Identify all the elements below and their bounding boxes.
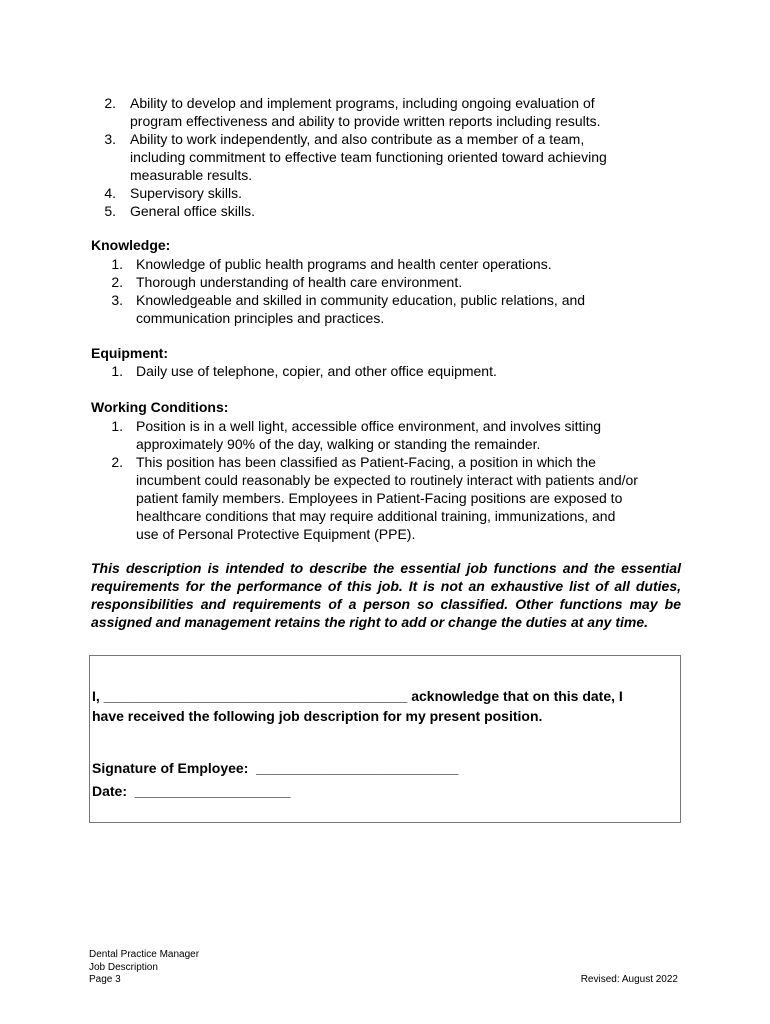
- footer-doc-type: Job Description: [89, 961, 158, 973]
- footer-job-title: Dental Practice Manager: [89, 949, 200, 960]
- list-item-line: This position has been classified as Patient-Facing, a position in which the: [136, 454, 596, 470]
- list-item: [91, 362, 671, 380]
- list-item-line: measurable results.: [130, 167, 253, 183]
- list-item-number: 1.: [111, 256, 123, 272]
- list-item-line: incumbent could reasonably be expected to routinely interact with patients and/or: [136, 472, 638, 488]
- date-field[interactable]: Date: ____________________: [92, 783, 291, 799]
- footer-left: [89, 949, 199, 987]
- list-item-line: Ability to develop and implement programs, including ongoing evaluation of: [130, 95, 595, 111]
- footer-revised: Revised: August 2022: [580, 974, 678, 985]
- list-item-line: Knowledge of public health programs and health center operations.: [136, 256, 552, 272]
- list-item-line: including commitment to effective team functioning oriented toward achieving: [130, 149, 607, 165]
- list-item-line: Ability to work independently, and also contribute as a member of a team,: [130, 131, 585, 147]
- list-item-number: 3.: [104, 131, 116, 147]
- list-item: [104, 130, 668, 184]
- list-item: [104, 94, 668, 130]
- working-conditions-heading: Working Conditions:: [91, 399, 229, 415]
- working-conditions-list: [91, 417, 671, 543]
- list-item: [91, 291, 671, 327]
- list-item-number: 1.: [111, 418, 123, 434]
- list-item-line: Daily use of telephone, copier, and other office equipment.: [136, 363, 497, 379]
- list-item-line: program effectiveness and ability to provide written reports including results.: [130, 113, 601, 129]
- disclaimer-text: This description is intended to describe the essential job functions and the essential requirements for the performance of this job. It is not an exhaustive list of all duties, responsibilities and requirements of a person so classified. Other functions may be assigned and management retains the right to add or change the duties at any time.: [91, 560, 681, 630]
- skills-list: [104, 94, 668, 220]
- list-item: [91, 273, 671, 291]
- list-item-number: 1.: [111, 363, 123, 379]
- equipment-heading: Equipment:: [91, 345, 168, 361]
- list-item-number: 5.: [104, 203, 116, 219]
- list-item-line: approximately 90% of the day, walking or standing the remainder.: [136, 436, 541, 452]
- list-item-line: use of Personal Protective Equipment (PPE).: [136, 526, 416, 542]
- signature-field[interactable]: Signature of Employee: __________________________: [92, 760, 459, 776]
- knowledge-list: [91, 255, 671, 327]
- knowledge-heading: Knowledge:: [91, 237, 171, 253]
- list-item-line: General office skills.: [130, 203, 256, 219]
- acknowledgment-line-1[interactable]: I, _______________________________________ acknowledge that on this date, I: [92, 688, 623, 704]
- list-item-line: healthcare conditions that may require additional training, immunizations, and: [136, 508, 616, 524]
- list-item-line: Supervisory skills.: [130, 185, 243, 201]
- list-item: [104, 184, 668, 202]
- equipment-list: [91, 362, 671, 380]
- list-item-line: Position is in a well light, accessible office environment, and involves sitting: [136, 418, 602, 434]
- footer-page-number: Page 3: [89, 974, 121, 985]
- list-item-number: 2.: [111, 274, 123, 290]
- list-item-number: 2.: [104, 95, 116, 111]
- acknowledgment-box: [89, 655, 681, 823]
- acknowledgment-line-2: have received the following job description for my present position.: [92, 708, 543, 724]
- list-item: [91, 255, 671, 273]
- list-item-line: Thorough understanding of health care environment.: [136, 274, 463, 290]
- list-item: [104, 202, 668, 220]
- list-item: [91, 417, 671, 453]
- list-item-line: communication principles and practices.: [136, 310, 385, 326]
- list-item-number: 4.: [104, 185, 116, 201]
- list-item-number: 2.: [111, 454, 123, 470]
- list-item-number: 3.: [111, 292, 123, 308]
- list-item: [91, 453, 671, 543]
- list-item-line: Knowledgeable and skilled in community education, public relations, and: [136, 292, 586, 308]
- list-item-line: patient family members. Employees in Patient-Facing positions are exposed to: [136, 490, 623, 506]
